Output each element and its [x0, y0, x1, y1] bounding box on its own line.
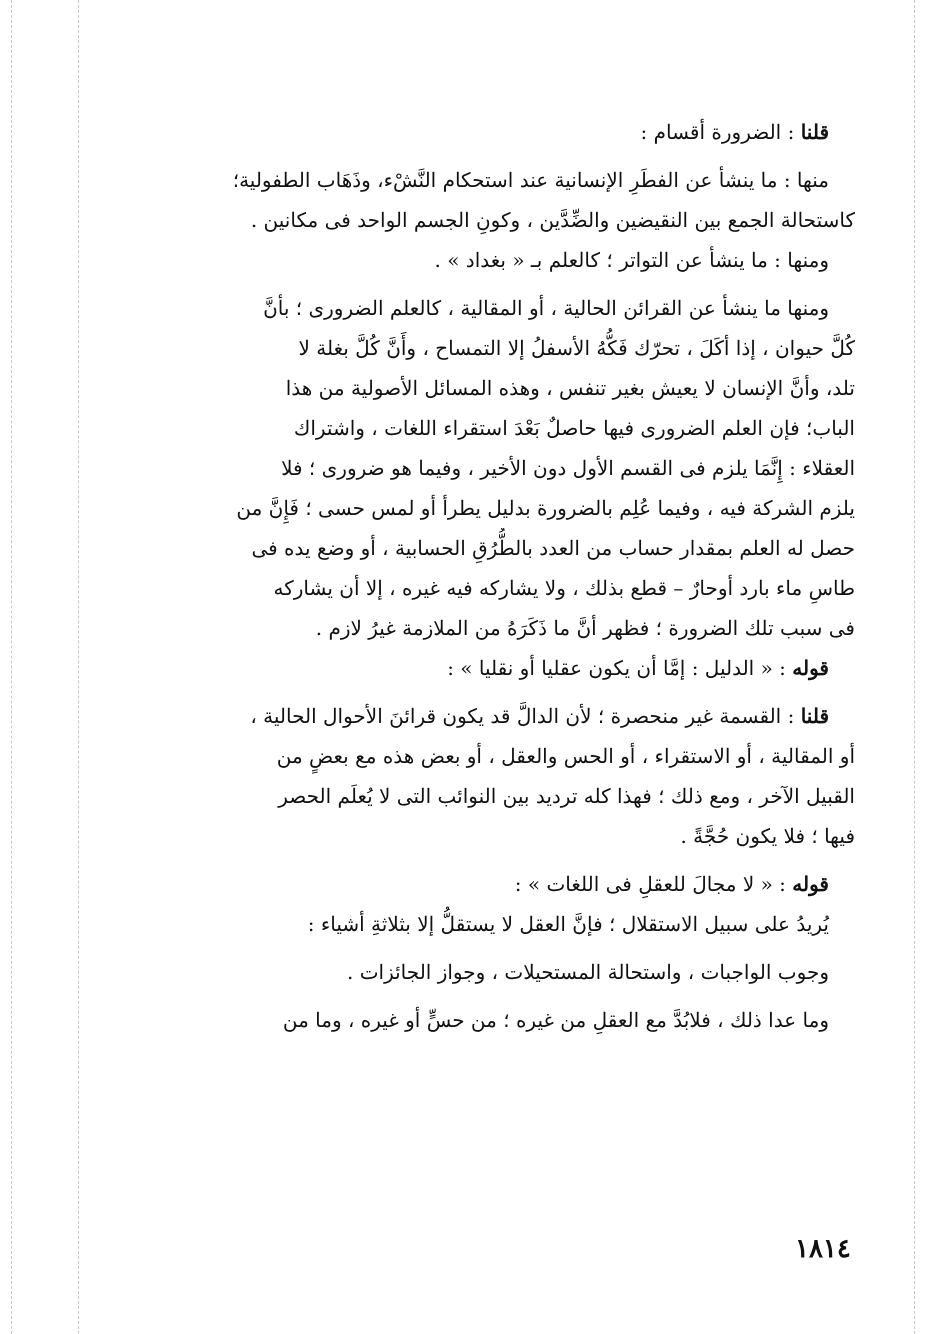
lead-word: قلنا: [800, 120, 829, 144]
line-text: القبيل الآخر ، ومع ذلك ؛ فهذا كله ترديد بين النوائب التى لا يُعلَم الحصر: [278, 784, 855, 808]
line-text: كُلَّ حيوان ، إذا أكَلَ ، تحرّك فَكُّهُ الأسفلُ إلا التمساح ، وأَنَّ كُلَّ بغلة لا: [298, 336, 855, 360]
line-text: حصل له العلم بمقدار حساب من العدد بالطُّرُقِ الحسابية ، أو وضع يده فى: [251, 536, 855, 560]
text-line: [130, 408, 855, 448]
line-text: تلد، وأنَّ الإنسان لا يعيش بغير تنفس ، وهذه المسائل الأصولية من هذا: [285, 376, 855, 400]
line-text: وما عدا ذلك ، فلابُدَّ مع العقلِ من غيره ؛ من حسٍّ أو غيره ، وما من: [282, 1008, 829, 1032]
line-text: ومنها ما ينشأ عن القرائن الحالية ، أو المقالية ، كالعلم الضرورى ؛ بأنَّ: [263, 296, 829, 320]
text-line: [130, 448, 855, 488]
text-line: [130, 952, 855, 992]
line-text: الباب؛ فإن العلم الضرورى فيها حاصلٌ بَعْدَ استقراء اللغات ، واشتراك: [293, 416, 855, 440]
guide-line: [11, 0, 12, 1334]
text-line: [130, 368, 855, 408]
line-text: ومنها : ما ينشأ عن التواتر ؛ كالعلم بـ « بغداد » .: [434, 248, 829, 272]
text-line: [130, 288, 855, 328]
line-text: منها : ما ينشأ عن الفطَرِ الإنسانية عند استحكام النَّشْء، وذَهَاب الطفولية؛: [232, 168, 829, 192]
line-text: : القسمة غير منحصرة ؛ لأن الدالَّ قد يكون قرائنَ الأحوال الحالية ،: [250, 704, 801, 728]
text-line: [130, 816, 855, 856]
text-line: [130, 904, 855, 944]
line-text: : « الدليل : إمَّا أن يكون عقليا أو نقليا » :: [447, 656, 793, 680]
text-line: [130, 776, 855, 816]
page-text: [130, 112, 855, 1040]
lead-word: قلنا: [800, 704, 829, 728]
guide-line: [78, 0, 79, 1334]
text-line: [130, 160, 855, 200]
text-line: [130, 328, 855, 368]
text-line: [130, 736, 855, 776]
text-line: [130, 568, 855, 608]
text-line: [130, 648, 855, 688]
line-text: يُريدُ على سبيل الاستقلال ؛ فإنَّ العقل لا يستقلُّ إلا بثلاثةِ أشياء :: [307, 912, 829, 936]
line-text: أو المقالية ، أو الاستقراء ، أو الحس والعقل ، أو بعض هذه مع بعضٍ من: [276, 744, 855, 768]
text-line: [130, 200, 855, 240]
line-text: فى سبب تلك الضرورة ؛ فظهر أنَّ ما ذَكَرَهُ من الملازمة غيرُ لازم .: [315, 616, 855, 640]
line-text: فيها ؛ فلا يكون حُجَّةً .: [680, 824, 855, 848]
text-line: [130, 864, 855, 904]
text-line: [130, 528, 855, 568]
text-line: [130, 608, 855, 648]
line-text: طاسِ ماء بارد أوحارٌ – قطع بذلك ، ولا يشاركه فيه غيره ، إلا أن يشاركه: [273, 576, 855, 600]
line-text: : الضرورة أقسام :: [640, 120, 801, 144]
line-text: كاستحالة الجمع بين النقيضين والضِّدَّين ، وكونِ الجسم الواحد فى مكانين .: [250, 208, 855, 232]
line-text: وجوب الواجبات ، واستحالة المستحيلات ، وجواز الجائزات .: [346, 960, 829, 984]
text-line: [130, 112, 855, 152]
text-line: [130, 696, 855, 736]
line-text: العقلاء : إِنَّمَا يلزم فى القسم الأول دون الأخير ، وفيما هو ضرورى ؛ فلا: [281, 456, 855, 480]
page-number: ١٨١٤: [795, 1234, 851, 1264]
lead-word: قوله: [792, 656, 829, 680]
text-line: [130, 240, 855, 280]
guide-line: [914, 0, 915, 1334]
lead-word: قوله: [792, 872, 829, 896]
text-line: [130, 488, 855, 528]
text-line: [130, 1000, 855, 1040]
line-text: يلزم الشركة فيه ، وفيما عُلِم بالضرورة بدليل يطرأ أو لمس حسى ؛ فَإِنَّ من: [236, 496, 855, 520]
line-text: : « لا مجالَ للعقلِ فى اللغات » :: [514, 872, 793, 896]
